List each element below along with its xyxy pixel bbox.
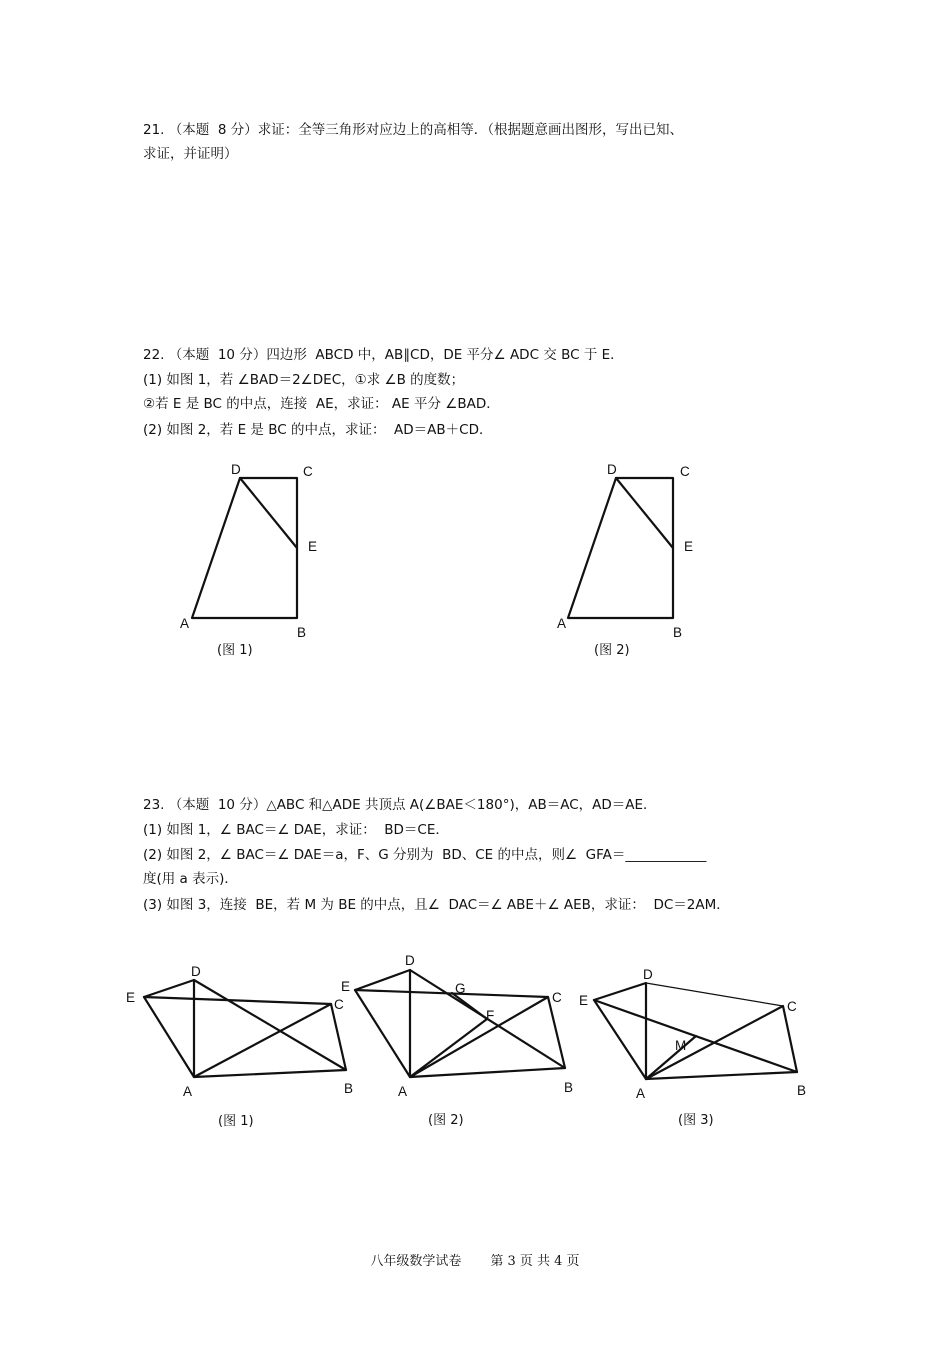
q22-fig2-caption: (图 2) xyxy=(594,643,630,658)
q22-fig1-label-d: D xyxy=(231,462,241,477)
q23-line-4: 度(用 a 表示)． xyxy=(143,871,238,887)
q22-line-3: ②若 E 是 BC 的中点，连接 AE，求证： AE 平分 ∠BAD． xyxy=(143,396,500,412)
q23-fig3-caption: (图 3) xyxy=(678,1113,714,1128)
q23-fig3-label-m: M xyxy=(675,1038,687,1053)
q23-line-2: (1) 如图 1，∠ BAC＝∠ DAE，求证： BD＝CE． xyxy=(143,822,449,838)
q23-fig3-label-d: D xyxy=(643,967,653,982)
page-footer: 八年级数学试卷 第 3 页 共 4 页 xyxy=(370,1254,580,1269)
q23-fig3-segment-dc xyxy=(646,983,783,1006)
q23-line-5: (3) 如图 3，连接 BE，若 M 为 BE 的中点，且∠ DAC＝∠ ABE＋∠ AEB，求证： DC＝2AM． xyxy=(143,897,730,913)
q23-fig2-triangle-ade xyxy=(355,970,410,1077)
q22-fig2-label-d: D xyxy=(607,462,617,477)
q22-fig1-label-e: E xyxy=(308,539,318,554)
q23-fig2-caption: (图 2) xyxy=(428,1113,464,1128)
q22-fig1-label-a: A xyxy=(180,616,190,631)
q23-fig2-label-f: F xyxy=(486,1008,495,1023)
q23-fig3-triangle-abc xyxy=(646,1006,797,1079)
q22-fig2-label-e: E xyxy=(684,539,694,554)
q23-fig2-label-a: A xyxy=(398,1084,408,1099)
q21-line-2: 求证，并证明） xyxy=(143,146,238,162)
q23-figure-3 xyxy=(594,983,797,1079)
q23-fig1-segment-ce xyxy=(144,997,331,1004)
q23-fig3-label-e: E xyxy=(579,993,589,1008)
q23-line-1: 23. （本题 10 分）△ABC 和△ADE 共顶点 A(∠BAE＜180°)，AB＝AC，AD＝AE． xyxy=(143,797,657,813)
q23-fig1-label-d: D xyxy=(191,964,201,979)
q22-fig2-label-a: A xyxy=(557,616,567,631)
q23-fig2-segment-ce xyxy=(355,990,548,997)
q22-line-1: 22. （本题 10 分）四边形 ABCD 中，AB∥CD，DE 平分∠ ADC 交 BC 于 E． xyxy=(143,347,624,363)
q22-fig2-label-c: C xyxy=(680,464,690,479)
q23-fig1-caption: (图 1) xyxy=(218,1114,254,1129)
q22-fig2-label-b: B xyxy=(673,625,683,640)
q23-fig1-segment-bd xyxy=(194,980,346,1070)
q23-fig1-label-b: B xyxy=(344,1081,354,1096)
q22-line-2: (1) 如图 1，若 ∠BAD＝2∠DEC，①求 ∠B 的度数； xyxy=(143,372,465,388)
q22-fig1-label-b: B xyxy=(297,625,307,640)
q23-fig1-label-e: E xyxy=(126,990,136,1005)
q23-fig3-triangle-ade xyxy=(594,983,646,1079)
q23-fig2-label-d: D xyxy=(405,953,415,968)
q23-fig2-label-g: G xyxy=(455,981,466,996)
q23-fig2-label-c: C xyxy=(552,990,562,1005)
q23-fig1-label-a: A xyxy=(183,1084,193,1099)
q22-figure-2 xyxy=(568,478,673,618)
q23-fig3-label-a: A xyxy=(636,1086,646,1101)
q22-fig1-segment-de xyxy=(240,478,297,548)
q22-fig1-caption: (图 1) xyxy=(217,643,253,658)
q22-fig2-segment-de xyxy=(616,478,673,548)
q23-fig2-label-b: B xyxy=(564,1080,574,1095)
q23-fig3-label-c: C xyxy=(787,999,797,1014)
q23-line-3: (2) 如图 2，∠ BAC＝∠ DAE＝a，F、G 分别为 BD、CE 的中点，则∠ GFA＝____________ xyxy=(143,847,707,863)
q23-fig1-label-c: C xyxy=(334,997,344,1012)
q23-fig2-segment-af xyxy=(410,1019,487,1077)
q22-fig2-quadrilateral xyxy=(568,478,673,618)
q23-figure-1 xyxy=(144,980,346,1077)
q22-line-4: (2) 如图 2，若 E 是 BC 的中点，求证： AD＝AB＋CD． xyxy=(143,422,493,438)
q22-fig1-label-c: C xyxy=(303,464,313,479)
q23-fig1-triangle-ade xyxy=(144,980,194,1077)
q23-fig1-triangle-abc xyxy=(194,1004,346,1077)
q22-fig1-quadrilateral xyxy=(192,478,297,618)
q23-fig2-segment-gf xyxy=(452,993,487,1019)
q21-line-1: 21. （本题 8 分）求证：全等三角形对应边上的高相等．（根据题意画出图形，写出已知、 xyxy=(143,122,683,138)
q23-fig3-segment-am xyxy=(646,1036,696,1079)
q23-fig3-label-b: B xyxy=(797,1083,807,1098)
q22-figure-1 xyxy=(192,478,297,618)
q23-fig3-segment-be xyxy=(594,1000,797,1072)
q23-fig2-label-e: E xyxy=(341,979,351,994)
